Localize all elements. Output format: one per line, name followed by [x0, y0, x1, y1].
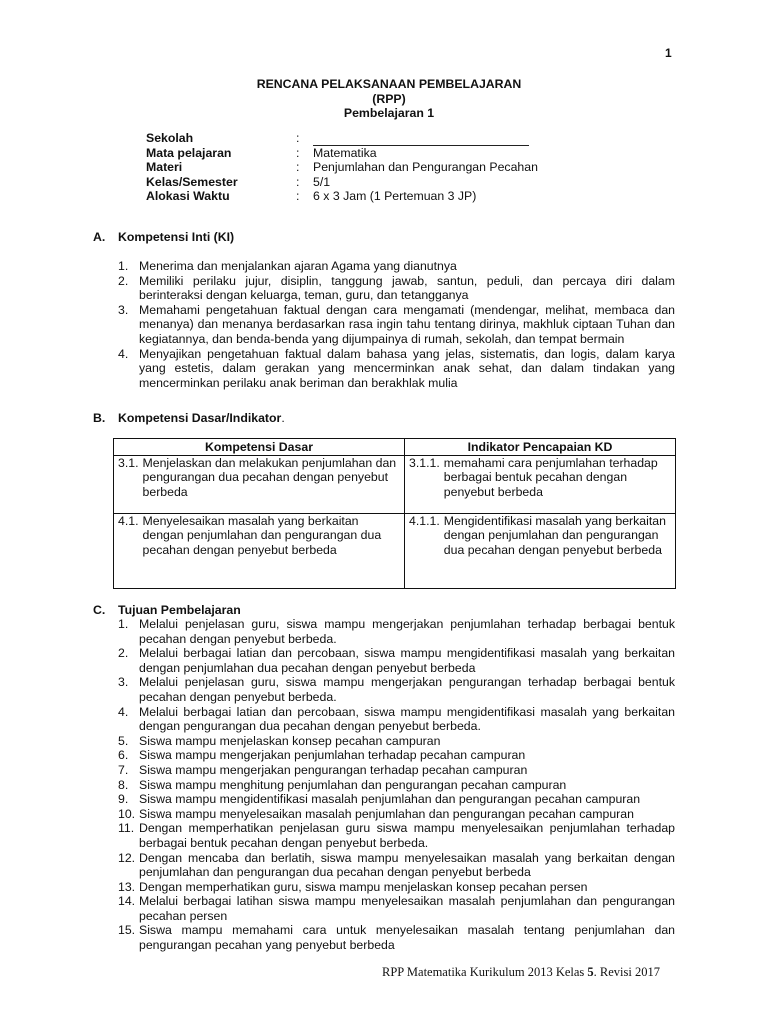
section-letter: C.: [93, 603, 106, 617]
kd-cell: [114, 455, 405, 513]
list-item: [118, 347, 675, 391]
kd-code: 3.1.: [118, 455, 139, 470]
info-row-time: [146, 189, 538, 204]
section-b-heading: [93, 411, 285, 425]
list-text: Dengan mencaba dan berlatih, siswa mampu menyelesaikan masalah yang berkaitan dengan penjumlahan dan pengurangan dua pecahan dengan penyebut berbeda: [139, 850, 675, 880]
info-value-blank: [313, 131, 529, 146]
list-text: Melalui berbagai latian dan percobaan, siswa mampu mengidentifikasi masalah yang berkaitan dengan penjumlahan dua pecahan dengan penyebut berbeda: [139, 646, 675, 675]
info-colon: :: [296, 189, 300, 204]
document-title: [0, 77, 768, 121]
list-text: Menerima dan menjalankan ajaran Agama yang dianutnya: [139, 259, 457, 273]
page-number: 1: [665, 46, 672, 60]
info-row-material: [146, 160, 538, 175]
indicator-cell: [405, 455, 676, 513]
kd-indicator-table: [113, 438, 676, 589]
list-text: Melalui berbagai latihan siswa mampu menyelesaikan masalah penjumlahan dan pengurangan pecahan persen: [139, 894, 675, 923]
list-number: 9.: [118, 792, 129, 807]
list-item: [118, 259, 675, 274]
list-item: [118, 851, 675, 880]
info-value: 5/1: [313, 174, 331, 189]
list-number: 2.: [118, 646, 129, 661]
list-number: 4.: [118, 704, 129, 719]
info-row-school: [146, 131, 538, 146]
table-row: [114, 513, 676, 588]
list-number: 15.: [118, 923, 136, 938]
title-line-2: (RPP): [372, 91, 406, 106]
footer-grade: 5: [587, 965, 594, 979]
kd-code: 4.1.: [118, 513, 139, 528]
info-colon: :: [296, 174, 300, 189]
list-text: Melalui penjelasan guru, siswa mampu mengerjakan penjumlahan terhadap berbagai bentuk pecahan dengan penyebut berbeda.: [139, 617, 675, 646]
table-header-row: [114, 439, 676, 456]
table-header-kd: Kompetensi Dasar: [114, 439, 405, 456]
list-item: [118, 821, 675, 850]
section-letter: B.: [93, 411, 106, 425]
kd-text: Menyelesaikan masalah yang berkaitan dengan penjumlahan dan pengurangan dua pecahan dengan penyebut berbeda: [142, 513, 382, 557]
indicator-text: memahami cara penjumlahan terhadap berbagai bentuk pecahan dengan penyebut berbeda: [443, 455, 658, 499]
indicator-cell: [405, 513, 676, 588]
kd-text: Menjelaskan dan melakukan penjumlahan dan pengurangan dua pecahan dengan penyebut berbeda: [142, 455, 397, 499]
list-text: Menyajikan pengetahuan faktual dalam bahasa yang jelas, sistematis, dan logis, dalam karya yang estetis, dalam gerakan yang mencerminkan anak sehat, dan dalam tindakan yang mencerminkan perilaku anak beriman dan berakhlak mulia: [139, 346, 675, 390]
list-text: Siswa mampu menghitung penjumlahan dan pengurangan pecahan campuran: [139, 777, 567, 792]
identity-table: [146, 131, 538, 204]
footer-suffix: . Revisi 2017: [593, 965, 660, 979]
list-number: 1.: [118, 259, 129, 273]
kompetensi-inti-list: [118, 259, 675, 390]
list-text: Memiliki perilaku jujur, disiplin, tanggung jawab, santun, peduli, dan percaya diri dalam berinteraksi dengan keluarga, teman, guru, dan tetangganya: [139, 273, 675, 303]
list-number: 8.: [118, 777, 129, 792]
list-item: [118, 778, 675, 793]
info-label: Alokasi Waktu: [146, 189, 230, 204]
list-number: 13.: [118, 879, 136, 894]
blank-line: [313, 133, 529, 146]
info-label: Materi: [146, 160, 183, 175]
footer-prefix: RPP Matematika Kurikulum 2013 Kelas: [382, 965, 588, 979]
section-c-heading: [93, 603, 241, 617]
list-text: Melalui berbagai latian dan percobaan, siswa mampu mengidentifikasi masalah yang berkaitan dengan pengurangan dua pecahan dengan penyebut berbeda.: [139, 704, 675, 734]
title-line-1: RENCANA PELAKSANAAN PEMBELAJARAN: [256, 77, 522, 91]
list-number: 3.: [118, 675, 129, 690]
list-item: [118, 880, 675, 895]
list-item: [118, 763, 675, 778]
list-item: [118, 705, 675, 734]
table-header-indikator: Indikator Pencapaian KD: [405, 439, 676, 456]
page-footer: [382, 965, 660, 980]
list-item: [118, 748, 675, 763]
list-item: [118, 646, 675, 675]
info-value: 6 x 3 Jam (1 Pertemuan 3 JP): [313, 189, 477, 204]
list-item: [118, 303, 675, 347]
list-number: 14.: [118, 894, 136, 909]
list-number: 5.: [118, 733, 129, 748]
list-text: Siswa mampu mengerjakan pengurangan terhadap pecahan campuran: [139, 762, 528, 777]
list-number: 3.: [118, 302, 129, 317]
info-value: Matematika: [313, 145, 377, 160]
table-row: [114, 455, 676, 513]
list-item: [118, 675, 675, 704]
list-number: 11.: [118, 821, 135, 836]
list-item: [118, 894, 675, 923]
list-text: Siswa mampu mengidentifikasi masalah penjumlahan dan pengurangan pecahan campuran: [139, 792, 641, 807]
tujuan-list: [118, 617, 675, 953]
list-text: Siswa mampu memahami cara untuk menyelesaikan masalah tentang penjumlahan dan pengurangan pecahan yang penyebut berbeda: [139, 923, 675, 953]
info-colon: :: [296, 131, 300, 145]
list-number: 2.: [118, 273, 129, 288]
list-number: 1.: [118, 617, 129, 631]
indicator-code: 3.1.1.: [409, 455, 440, 470]
section-title: Kompetensi Dasar/Indikator: [118, 411, 282, 425]
list-text: Dengan memperhatikan penjelasan guru siswa mampu menyelesaikan penjumlahan terhadap berbagai bentuk pecahan dengan penyebut berbeda.: [139, 821, 675, 850]
indicator-text: Mengidentifikasi masalah yang berkaitan dengan penjumlahan dan pengurangan dua pecahan dengan penyebut berbeda: [443, 513, 666, 557]
title-suffix: .: [281, 411, 285, 425]
section-title: Tujuan Pembelajaran: [118, 603, 241, 617]
list-number: 10.: [118, 806, 136, 821]
list-text: Siswa mampu mengerjakan penjumlahan terhadap pecahan campuran: [139, 748, 526, 763]
indicator-code: 4.1.1.: [409, 513, 440, 528]
kd-cell: [114, 513, 405, 588]
list-text: Melalui penjelasan guru, siswa mampu mengerjakan pengurangan terhadap berbagai bentuk pecahan dengan penyebut berbeda.: [139, 675, 675, 704]
info-colon: :: [296, 160, 300, 175]
list-item: [118, 274, 675, 303]
info-label: Sekolah: [146, 131, 194, 145]
info-colon: :: [296, 145, 300, 160]
list-item: [118, 617, 675, 646]
list-text: Siswa mampu menyelesaikan masalah penjumlahan dan pengurangan pecahan campuran: [139, 806, 634, 821]
list-text: Dengan memperhatikan guru, siswa mampu menjelaskan konsep pecahan persen: [139, 879, 588, 894]
info-row-subject: [146, 146, 538, 161]
info-label: Kelas/Semester: [146, 174, 238, 189]
list-number: 12.: [118, 850, 136, 865]
list-number: 7.: [118, 762, 129, 777]
info-row-class: [146, 175, 538, 190]
section-title: Kompetensi Inti (KI): [118, 230, 235, 244]
list-item: [118, 923, 675, 952]
title-line-3: Pembelajaran 1: [343, 106, 435, 120]
list-item: [118, 792, 675, 807]
list-number: 6.: [118, 748, 129, 763]
list-number: 4.: [118, 346, 129, 361]
info-label: Mata pelajaran: [146, 145, 232, 160]
info-value: Penjumlahan dan Pengurangan Pecahan: [313, 160, 538, 175]
list-text: Siswa mampu menjelaskan konsep pecahan campuran: [139, 733, 441, 748]
list-item: [118, 807, 675, 822]
list-text: Memahami pengetahuan faktual dengan cara mengamati (mendengar, melihat, membaca dan menanya) dan menanya berdasarkan rasa ingin tahu tentang dirinya, makhluk ciptaan Tuhan dan kegiatannya, dan benda-benda yang dijumpainya di rumah, sekolah, dan tempat bermain: [139, 302, 675, 346]
list-item: [118, 734, 675, 749]
section-a-heading: [93, 230, 234, 244]
section-letter: A.: [93, 230, 106, 244]
